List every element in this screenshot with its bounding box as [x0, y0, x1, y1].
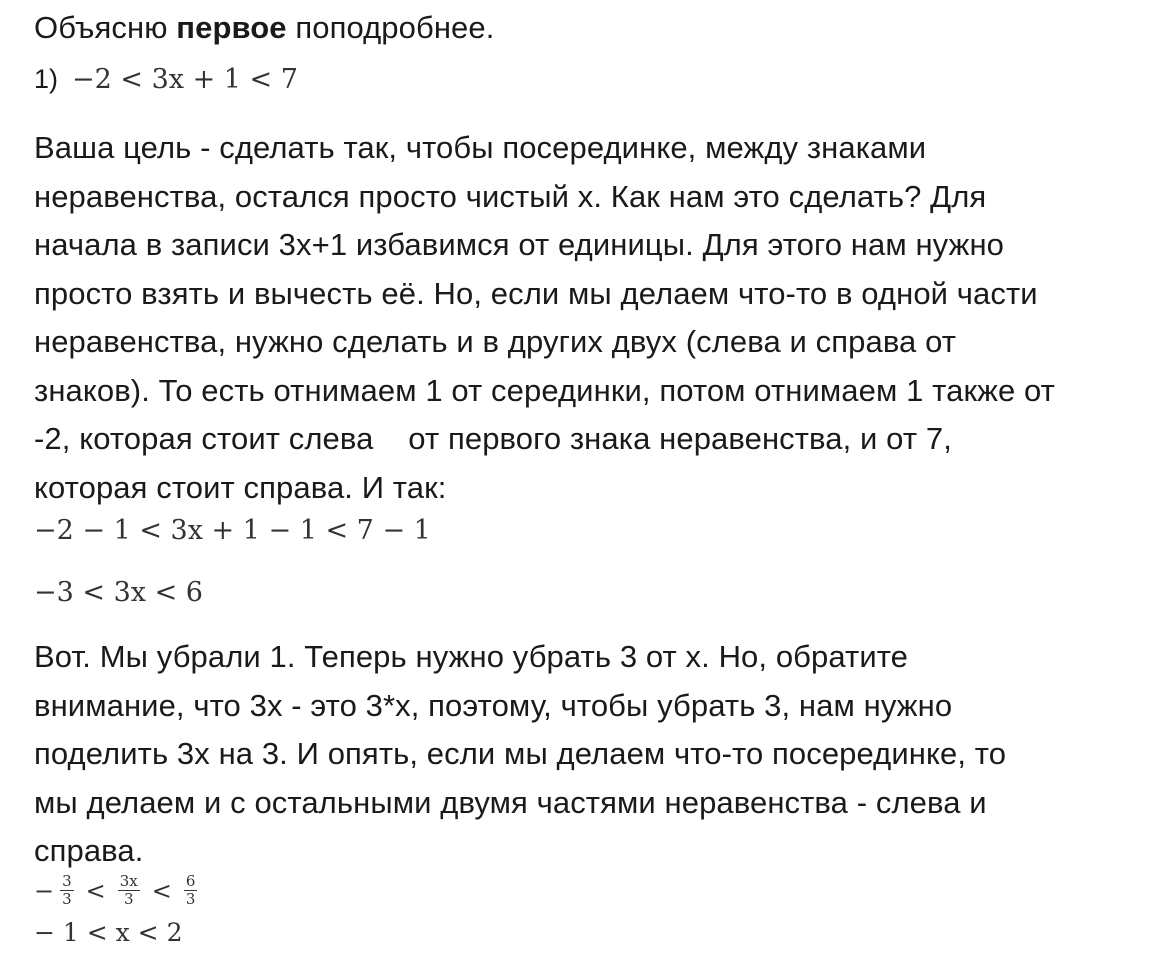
fraction-middle — [118, 874, 140, 907]
intro-bold-word: первое — [176, 10, 287, 45]
fraction-middle-numerator: 3x — [119, 872, 138, 890]
fraction-op-2: < — [151, 876, 172, 905]
fraction-left-denominator: 3 — [62, 890, 72, 908]
intro-line — [34, 4, 494, 53]
intro-text-before: Объясню — [34, 10, 177, 45]
fraction-minus-sign: − — [34, 876, 55, 905]
equation-result: − 1 < x < 2 — [34, 918, 183, 947]
explanation-paragraph-2: Вот. Мы убрали 1. Теперь нужно убрать 3 от х. Но, обратите внимание, что 3х - это 3*х, поэтому, чтобы убрать 3, нам нужно поделить 3х на 3. И опять, если мы делаем что-то посерединке, то мы делаем и с остальными двумя частями неравенства - слева и справа. — [34, 639, 1007, 868]
fraction-right — [184, 874, 198, 907]
fraction-left-numerator: 3 — [62, 872, 72, 890]
intro-text-after: поподробнее. — [286, 10, 495, 45]
equation-step-1: −2 − 1 < 3x + 1 − 1 < 7 − 1 — [34, 515, 431, 546]
fraction-left — [60, 874, 74, 907]
item-inequality: −2 < 3x + 1 < 7 — [72, 64, 298, 95]
item-number: 1) — [34, 64, 59, 94]
fraction-right-numerator: 6 — [185, 872, 196, 890]
item-1 — [34, 64, 298, 95]
equation-step-2: −3 < 3x < 6 — [34, 577, 203, 608]
fraction-op-1: < — [85, 876, 106, 905]
fraction-middle-denominator: 3 — [124, 890, 134, 908]
fraction-inequality — [34, 874, 201, 907]
fraction-right-denominator: 3 — [185, 890, 196, 908]
explanation-paragraph-1: Ваша цель - сделать так, чтобы посерединке, между знаками неравенства, остался просто чистый х. Как нам это сделать? Для начала в записи 3х+1 избавимся от единицы. Для этого нам нужно просто взять и вычесть её. Но, если мы делаем что-то в одной части неравенства, нужно сделать и в других двух (слева и справа от знаков). То есть отнимаем 1 от серединки, потом отнимаем 1 также от -2, которая стоит слева от первого знака неравенства, и от 7, которая стоит справа. И так: — [34, 130, 1055, 505]
